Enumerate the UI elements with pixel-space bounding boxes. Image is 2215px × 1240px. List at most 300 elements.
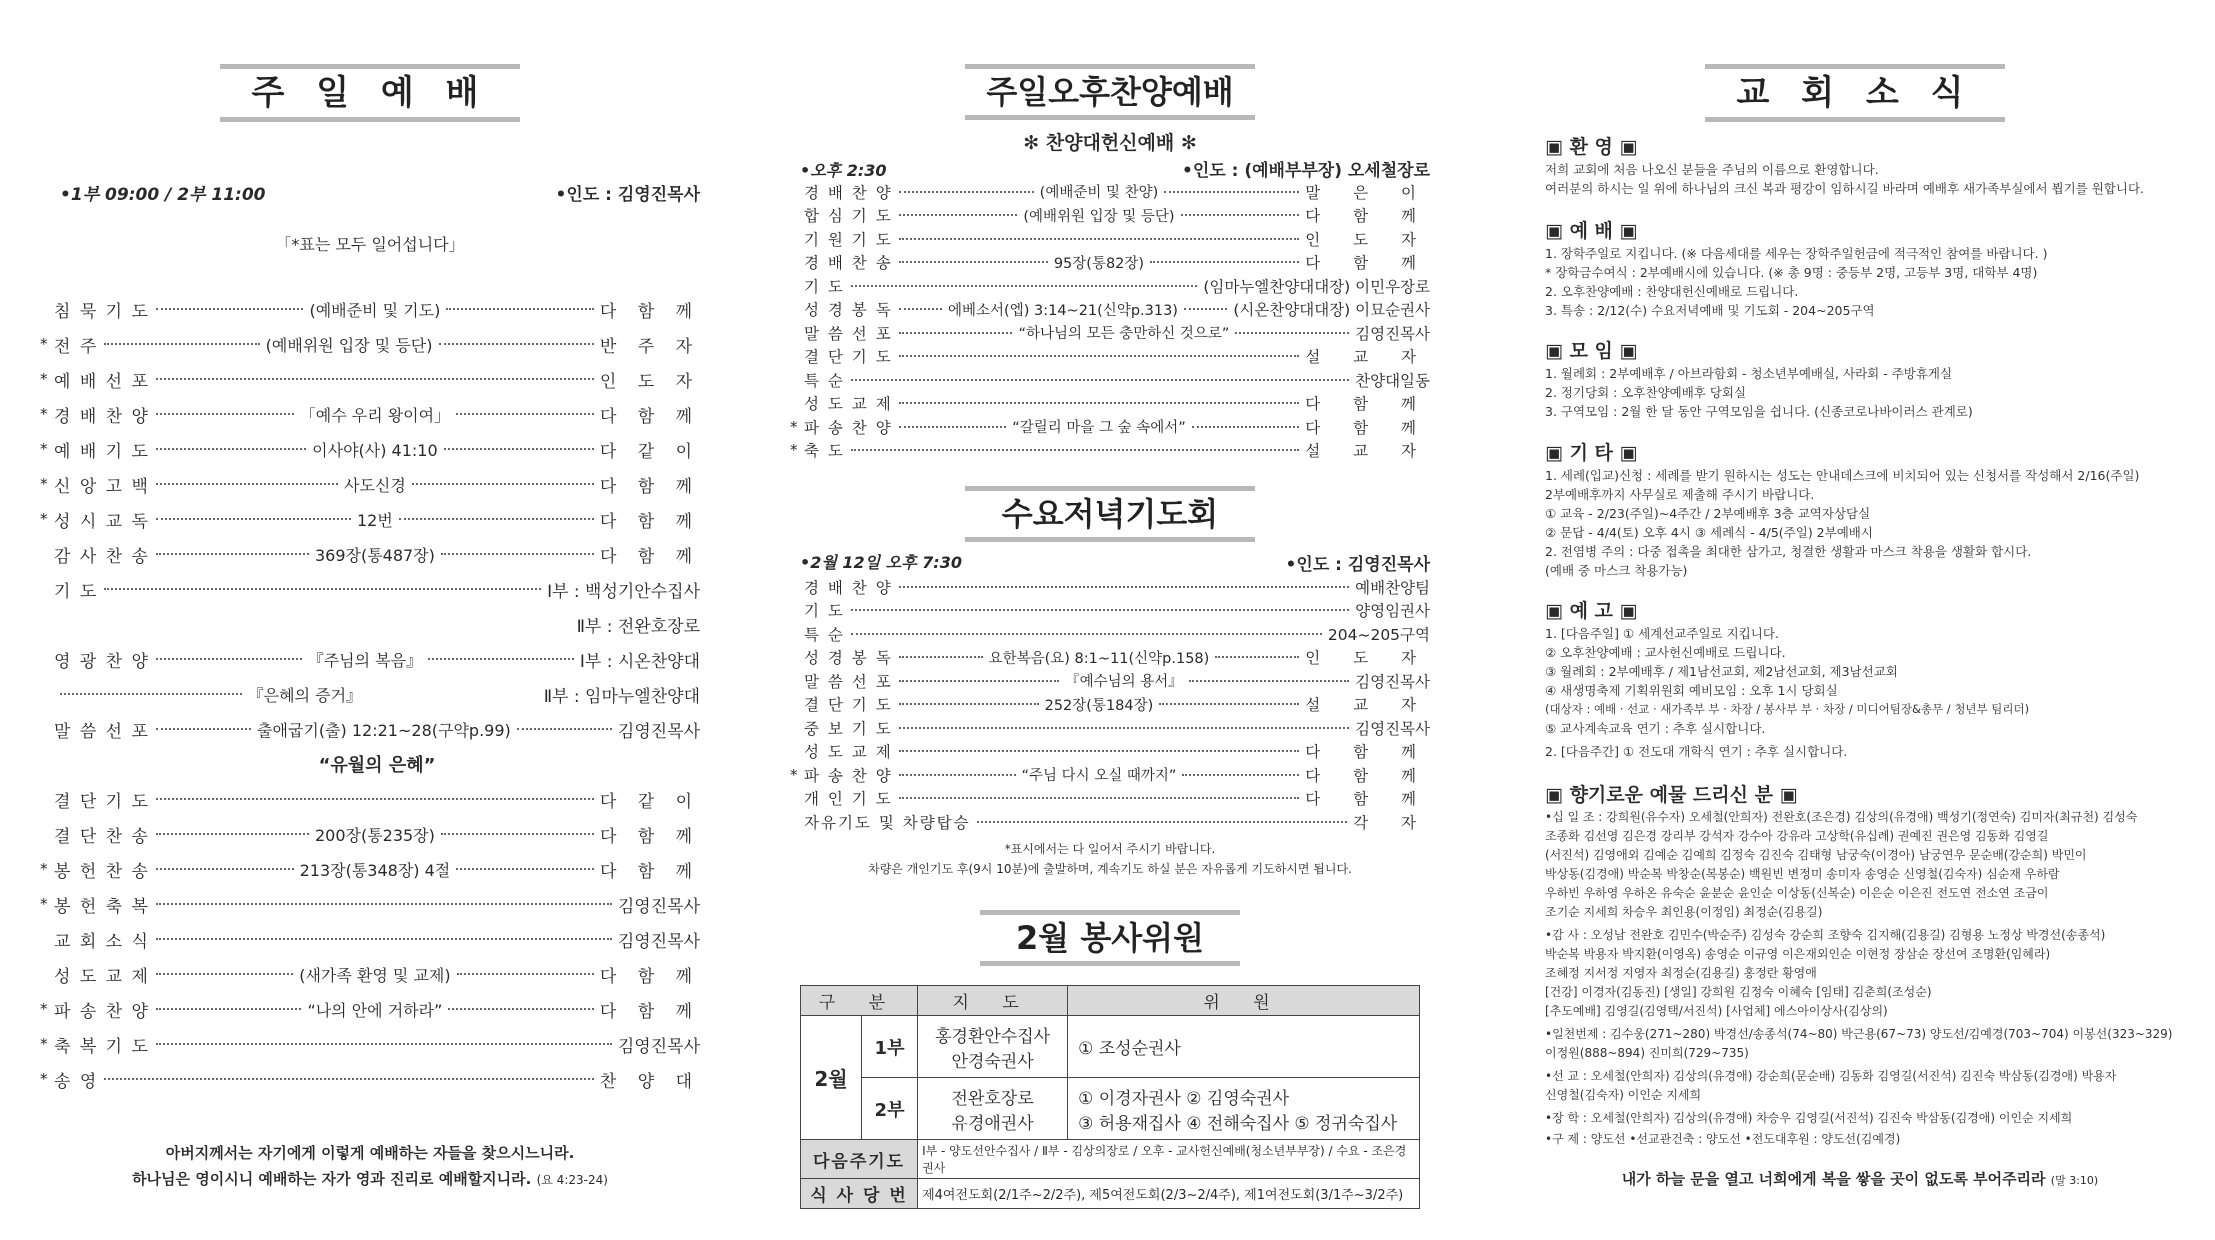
order-person: 다 함 께 xyxy=(599,476,700,497)
news-line: 1. 세례(입교)신청 : 세례를 받기 원하시는 성도는 안내데스크에 비치되어 있는 신청서를 작성해서 2/16(주일) xyxy=(1545,468,2140,483)
table-row xyxy=(801,1078,1420,1140)
dot-leader xyxy=(851,449,1299,451)
table-cell-leaders xyxy=(918,1016,1068,1078)
order-person: 다 함 께 xyxy=(599,301,700,322)
dot-leader xyxy=(444,448,594,450)
gift-line: •구 제 : 양도선 •선교관건축 : 양도선 •전도대후원 : 양도선(김예경) xyxy=(1545,1132,1901,1146)
leader-name: 전완호장로 xyxy=(951,1088,1034,1109)
order-person: 다 함 께 xyxy=(1305,743,1430,761)
dot-leader xyxy=(899,750,1300,752)
order-label: 성 시 교 독 xyxy=(54,511,150,532)
wednesday-leader: •인도 : 김영진목사 xyxy=(1285,555,1430,575)
order-person: 설 교 자 xyxy=(1305,348,1430,366)
order-label: 예 배 선 포 xyxy=(54,371,150,392)
order-person: 다 함 께 xyxy=(599,966,700,987)
dot-leader xyxy=(156,308,304,310)
dot-leader xyxy=(448,1008,594,1010)
wednesday-time: •2월 12일 오후 7:30 xyxy=(800,553,962,572)
order-content: 사도신경 xyxy=(344,475,406,495)
order-row xyxy=(40,1064,700,1094)
dot-leader xyxy=(156,833,309,835)
news-line: 1. 장학주일로 지킵니다. (※ 다음세대를 세우는 장학주일헌금에 적극적인 참여를 바랍니다. ) xyxy=(1545,246,2048,261)
section-title-afternoon xyxy=(965,64,1255,120)
dot-leader xyxy=(899,703,1039,705)
order-label: 성 도 교 제 xyxy=(804,743,893,761)
order-row xyxy=(790,204,1430,227)
dot-leader xyxy=(156,728,251,730)
order-content: 200장(통235장) xyxy=(314,825,435,845)
order-label: 영 광 찬 양 xyxy=(54,651,150,672)
table-header-row xyxy=(801,986,1420,1016)
dot-leader xyxy=(1159,703,1299,705)
order-person: Ⅱ부 : 전완호장로 xyxy=(576,616,700,637)
order-row xyxy=(790,763,1430,786)
dot-leader xyxy=(156,798,594,800)
order-label: 개 인 기 도 xyxy=(804,790,893,808)
order-row xyxy=(40,644,700,674)
gift-line: (서진석) 김영애외 김예순 김예희 김정숙 김진숙 김태형 남궁숙(이경아) 남궁연우 문순배(강순희) 박민이 xyxy=(1545,848,2087,862)
order-row xyxy=(790,368,1430,391)
news-line: 1. [다음주일] ① 세계선교주일로 지킵니다. xyxy=(1545,626,1779,641)
table-cell-month: 2월 xyxy=(801,1016,862,1140)
order-row xyxy=(790,321,1430,344)
member-names: ③ 허용재집사 ④ 전해숙집사 ⑤ 정귀숙집사 xyxy=(1078,1113,1398,1134)
news-line: 2. 정기당회 : 오후찬양예배후 당회실 xyxy=(1545,385,1747,400)
dot-leader xyxy=(156,413,294,415)
order-content: 369장(통487장) xyxy=(314,545,435,565)
order-content: “나의 안에 거하라” xyxy=(307,1000,443,1020)
order-content: 에베소서(엡) 3:14~21(신약p.313) xyxy=(948,302,1178,319)
wednesday-note-1: *표시에서는 다 일어서 주시기 바랍니다. xyxy=(1004,842,1216,856)
gift-title: ▣ 향기로운 예물 드리신 분 ▣ xyxy=(1545,784,1798,806)
order-row xyxy=(790,439,1430,462)
order-content: 『은혜의 증거』 xyxy=(247,685,363,705)
news-line: 여러분의 하시는 일 위에 하나님의 크신 복과 평강이 임하시길 바라며 예배후 새가족부실에서 뵙기를 원합니다. xyxy=(1545,181,2145,196)
news-line: 2부예배후까지 사무실로 제출해 주시기 바랍니다. xyxy=(1545,487,1815,502)
standing-mark: * xyxy=(40,335,48,353)
standing-mark: * xyxy=(40,475,48,493)
section-title-text: 2월 봉사위원 xyxy=(1016,919,1204,957)
order-person: 말 은 이 xyxy=(1305,183,1430,202)
order-label: 성 도 교 제 xyxy=(804,395,893,413)
afternoon-leader: •인도 : (예배부부장) 오세철장로 xyxy=(1181,161,1430,181)
order-label: 송 영 xyxy=(54,1071,99,1092)
dot-leader xyxy=(1181,214,1300,216)
standing-mark: * xyxy=(40,1035,48,1053)
order-row xyxy=(790,345,1430,368)
order-row xyxy=(40,364,700,394)
welcome-title: ▣ 환 영 ▣ xyxy=(1545,136,1638,158)
order-row xyxy=(40,1029,700,1059)
order-row xyxy=(790,669,1430,692)
sunday-verse-2: 하나님은 영이시니 예배하는 자가 영과 진리로 예배할지니라. xyxy=(132,1170,532,1188)
order-label: 결 단 기 도 xyxy=(54,791,150,812)
order-content: 『주님의 복음』 xyxy=(307,650,423,670)
order-row xyxy=(40,679,700,709)
order-person: 각 자 xyxy=(1353,813,1430,832)
dot-leader xyxy=(156,938,612,940)
order-row xyxy=(40,784,700,814)
dot-leader xyxy=(899,191,1034,193)
order-row xyxy=(790,415,1430,438)
order-label: 성 도 교 제 xyxy=(54,966,150,987)
news-line: ② 문답 - 4/4(토) 오후 4시 ③ 세례식 - 4/5(주일) 2부예배시 xyxy=(1545,525,1873,540)
news-line: 2. 전염병 주의 : 다중 접촉을 최대한 삼가고, 청결한 생활과 마스크 착용을 생활화 합시다. xyxy=(1545,544,2032,559)
sunday-leader: •인도 : 김영진목사 xyxy=(555,185,700,205)
order-label: 합 심 기 도 xyxy=(804,207,893,225)
order-row xyxy=(790,693,1430,716)
dot-leader xyxy=(1235,332,1349,334)
order-row xyxy=(790,180,1430,203)
order-label: 특 순 xyxy=(804,371,845,390)
dot-leader xyxy=(156,518,351,520)
order-label: 파 송 찬 양 xyxy=(54,1001,150,1022)
order-row xyxy=(790,787,1430,810)
order-row xyxy=(40,434,700,464)
member-names: ① 이경자권사 ② 김영숙권사 xyxy=(1078,1088,1290,1109)
section-title-volunteers xyxy=(980,910,1240,966)
dot-leader xyxy=(441,553,594,555)
dot-leader xyxy=(156,903,612,905)
dot-leader xyxy=(899,426,1007,428)
section-title-text: 주일오후찬양예배 xyxy=(986,73,1234,111)
order-label: 파 송 찬 양 xyxy=(804,766,893,785)
dot-leader xyxy=(1189,680,1349,682)
dot-leader xyxy=(899,586,1349,588)
dot-leader xyxy=(977,821,1348,823)
order-label: 감 사 찬 송 xyxy=(54,546,150,567)
dot-leader xyxy=(457,973,594,975)
order-label: 말 씀 선 포 xyxy=(54,721,150,742)
order-row xyxy=(40,959,700,989)
table-cell-value: 제4여전도회(2/1주~2/2주), 제5여전도회(2/3~2/4주), 제1여전도회(3/1주~3/2주) xyxy=(918,1179,1420,1209)
order-content: 이사야(사) 41:10 xyxy=(312,440,438,460)
dot-leader xyxy=(899,355,1300,357)
dot-leader xyxy=(446,308,594,310)
sunday-worship-column xyxy=(40,0,700,1240)
volunteer-table xyxy=(800,985,1420,1209)
church-news-column xyxy=(1545,0,2175,1240)
order-label: 결 단 기 도 xyxy=(804,348,893,366)
standing-mark: * xyxy=(40,860,48,878)
order-row xyxy=(790,274,1430,297)
order-label: 기 도 xyxy=(804,277,845,296)
order-content: (새가족 환영 및 교제) xyxy=(299,965,451,985)
table-row xyxy=(801,1016,1420,1078)
order-row xyxy=(40,714,700,744)
order-content: “하나님의 모든 충만하신 것으로” xyxy=(1018,326,1230,342)
news-line: 1. 월례회 : 2부예배후 / 아브라함회 - 청소년부예배실, 사라회 - 주방휴게실 xyxy=(1545,366,1953,381)
gift-line: 조기순 지세희 차승우 최인용(이정임) 최정순(김용길) xyxy=(1545,905,1823,919)
order-person: 설 교 자 xyxy=(1305,696,1430,714)
dot-leader xyxy=(899,727,1349,729)
order-row xyxy=(790,622,1430,645)
order-person: 김영진목사 xyxy=(617,721,701,742)
order-person: 다 함 께 xyxy=(1305,418,1430,437)
dot-leader xyxy=(1182,774,1299,776)
gift-line: 조종화 김선영 김은경 강리부 강석자 강수아 강유라 고상학(유십례) 권예진 권은영 김동화 김영길 xyxy=(1545,829,2049,843)
table-header: 구 분 xyxy=(801,986,918,1016)
order-person: 김영진목사 xyxy=(1355,672,1430,691)
news-line: ① 교육 - 2/23(주일)~4주간 / 2부예배후 3층 교역자상담실 xyxy=(1545,506,1871,521)
order-label: 교 회 소 식 xyxy=(54,931,150,952)
order-person: (임마누엘찬양대대장) 이민우장로 xyxy=(1203,277,1430,296)
order-label: 파 송 찬 양 xyxy=(804,418,893,437)
standing-mark: * xyxy=(40,370,48,388)
order-row xyxy=(790,227,1430,250)
order-label: 전 주 xyxy=(54,336,99,357)
standing-mark: * xyxy=(40,1000,48,1018)
order-person: 다 함 께 xyxy=(599,1001,700,1022)
dot-leader xyxy=(156,1008,302,1010)
order-row xyxy=(40,504,700,534)
table-cell-label: 다음주기도 xyxy=(801,1140,918,1179)
table-cell-members xyxy=(1068,1078,1420,1140)
order-row xyxy=(40,749,700,779)
order-row xyxy=(40,854,700,884)
news-line: (예배 중 마스크 착용가능) xyxy=(1545,563,1688,578)
order-person: 다 함 께 xyxy=(599,406,701,427)
news-line: ⑤ 교사계속교육 연기 : 추후 실시합니다. xyxy=(1545,721,1766,736)
sunday-verse-1: 아버지께서는 자기에게 이렇게 예배하는 자들을 찾으시느니라. xyxy=(165,1144,575,1162)
order-person: 김영진목사 xyxy=(1355,324,1431,343)
order-content: “갈릴리 마을 그 숲 속에서” xyxy=(1012,420,1186,436)
order-person: 다 함 께 xyxy=(1305,790,1430,808)
dot-leader xyxy=(899,774,1016,776)
order-label: 경 배 찬 양 xyxy=(804,578,893,597)
order-person: 김영진목사 xyxy=(617,1036,700,1057)
notice-title: ▣ 예 고 ▣ xyxy=(1545,600,1638,622)
order-row xyxy=(40,574,700,604)
order-person: 다 같 이 xyxy=(599,791,700,812)
dot-leader xyxy=(851,379,1349,381)
order-person: 다 함 께 xyxy=(1305,766,1431,785)
order-label: 축 복 기 도 xyxy=(54,1036,150,1057)
order-label: 신 앙 고 백 xyxy=(54,476,150,497)
gift-line: 박순복 박용자 박지환(이영옥) 송영순 이규영 이은재외인순 이현정 장삼순 장선여 조명환(임혜라) xyxy=(1545,947,2051,961)
order-row xyxy=(40,889,700,919)
order-row xyxy=(40,924,700,954)
dot-leader xyxy=(1150,261,1299,263)
afternoon-time: •오후 2:30 xyxy=(800,161,887,180)
order-label: 말 씀 선 포 xyxy=(804,324,893,343)
order-label: 말 씀 선 포 xyxy=(804,672,893,691)
order-label: 기 도 xyxy=(54,581,99,602)
dot-leader xyxy=(104,1078,594,1080)
dot-leader xyxy=(156,868,294,870)
dot-leader xyxy=(851,285,1197,287)
order-content: 출애굽기(출) 12:21~28(구약p.99) xyxy=(257,720,511,740)
table-cell-value: Ⅰ부 - 양도선안수집사 / Ⅱ부 - 김상의장로 / 오후 - 교사헌신예배(청소년부부장) / 수요 - 조은경권사 xyxy=(918,1140,1420,1179)
standing-mark: * xyxy=(790,765,798,784)
order-label: 결 단 찬 송 xyxy=(54,826,150,847)
afternoon-column xyxy=(790,0,1430,1240)
dot-leader xyxy=(456,868,594,870)
dot-leader xyxy=(399,518,594,520)
order-row xyxy=(40,329,700,359)
order-label: 중 보 기 도 xyxy=(804,719,893,738)
order-person: 다 함 께 xyxy=(1305,254,1430,272)
order-person: 다 함 께 xyxy=(599,861,701,882)
dot-leader xyxy=(439,343,594,345)
order-content: (예배위원 입장 및 등단) xyxy=(265,335,433,355)
order-label: 경 배 찬 양 xyxy=(54,406,150,427)
order-person: 김영진목사 xyxy=(617,931,700,952)
order-label: 성 경 봉 독 xyxy=(804,649,893,667)
meeting-title: ▣ 모 임 ▣ xyxy=(1545,340,1638,362)
sermon-title: “유월의 은혜” xyxy=(318,755,436,776)
order-person: 다 함 께 xyxy=(599,826,701,847)
table-cell-part: 1부 xyxy=(861,1016,917,1078)
order-person: 예배찬양팀 xyxy=(1355,578,1430,597)
order-person: 인 도 자 xyxy=(1305,649,1430,667)
order-row xyxy=(790,298,1430,321)
news-verse-line xyxy=(1545,1168,2175,1189)
order-content: (예배준비 및 기도) xyxy=(309,300,441,320)
section-title-news xyxy=(1705,64,2005,122)
gift-line: 조혜정 지서정 지영자 최정순(김용길) 홍정란 황영애 xyxy=(1545,966,1817,980)
gift-line: [추도예배] 김영길(김영택/서진석) [사업체] 에스아이상사(김상의) xyxy=(1545,1004,1888,1018)
order-label: 봉 헌 축 복 xyxy=(54,896,150,917)
standing-mark: * xyxy=(40,510,48,528)
gift-line: •일천번제 : 김수웅(271~280) 박경선/송종석(74~80) 박근용(67~73) 양도선/김예경(703~704) 이봉선(323~329) xyxy=(1545,1027,2173,1041)
order-row xyxy=(40,294,700,324)
section-title-sunday xyxy=(220,64,520,122)
order-person: 다 함 께 xyxy=(599,511,700,532)
order-row xyxy=(40,819,700,849)
order-person: 인 도 자 xyxy=(599,371,700,392)
standing-notice: 「*표는 모두 일어섭니다」 xyxy=(275,235,465,254)
dot-leader xyxy=(851,609,1349,611)
dot-leader xyxy=(428,658,574,660)
dot-leader xyxy=(899,797,1300,799)
order-label: 침 묵 기 도 xyxy=(54,301,150,322)
dot-leader xyxy=(156,378,594,380)
dot-leader xyxy=(456,413,594,415)
order-content: 「예수 우리 왕이여」 xyxy=(299,405,451,425)
order-person: 다 함 께 xyxy=(599,546,701,567)
gift-line: 이정원(888~894) 진미희(729~735) xyxy=(1545,1046,1749,1060)
order-content: 요한복음(요) 8:1~11(신약p.158) xyxy=(988,650,1210,667)
order-person: Ⅰ부 : 시온찬양대 xyxy=(579,651,700,672)
table-cell-members: ① 조성순권사 xyxy=(1068,1016,1420,1078)
order-person: 찬양대일동 xyxy=(1355,371,1430,390)
order-row xyxy=(790,740,1430,763)
order-content: “주님 다시 오실 때까지” xyxy=(1021,768,1177,784)
order-content: (예배준비 및 찬양) xyxy=(1039,185,1159,201)
dot-leader xyxy=(156,483,338,485)
news-verse-ref: (말 3:10) xyxy=(2050,1174,2099,1187)
news-line: 3. 구역모임 : 2월 한 달 동안 구역모임을 쉽니다. (신종코로나바이러스 관계로) xyxy=(1545,404,1973,419)
section-title-text: 수요저녁기도회 xyxy=(1001,495,1219,533)
news-verse: 내가 하늘 문을 열고 너희에게 복을 쌓을 곳이 없도록 부어주리라 xyxy=(1621,1170,2046,1188)
order-label: 경 배 찬 송 xyxy=(804,254,893,272)
dot-leader xyxy=(1184,308,1227,310)
table-cell-part: 2부 xyxy=(861,1078,917,1140)
leader-name: 홍경환안수집사 xyxy=(935,1026,1051,1047)
table-row xyxy=(801,1179,1420,1209)
order-person: 다 같 이 xyxy=(599,441,700,462)
section-title-wednesday xyxy=(965,486,1255,542)
standing-mark: * xyxy=(40,440,48,458)
gift-line: •감 사 : 오성남 전완호 김민수(박순주) 김성숙 강순희 조향숙 김지해(김용길) 김형용 노정상 박경선(송종석) xyxy=(1545,928,2106,942)
table-cell-leaders xyxy=(918,1078,1068,1140)
order-person: 김영진목사 xyxy=(1355,719,1430,738)
dot-leader xyxy=(441,833,594,835)
dot-leader xyxy=(899,680,1059,682)
order-content: 12번 xyxy=(357,510,393,530)
dot-leader xyxy=(899,402,1300,404)
order-label: 성 경 봉 독 xyxy=(804,301,893,319)
gift-line: 우하빈 우하영 우하온 유숙순 윤분순 윤인순 이상동(신복순) 이은순 이은진 전도연 전소연 조금이 xyxy=(1545,886,2049,900)
dot-leader xyxy=(1164,191,1299,193)
order-person: (시온찬양대대장) 이묘순권사 xyxy=(1233,301,1431,319)
news-line: 3. 특송 : 2/12(수) 수요저녁예배 및 기도회 - 204~205구역 xyxy=(1545,303,1875,318)
order-label: 기 원 기 도 xyxy=(804,230,893,249)
dot-leader xyxy=(899,308,942,310)
section-title-text: 주 일 예 배 xyxy=(251,73,489,113)
news-line: 2. 오후찬양예배 : 찬양대헌신예배로 드립니다. xyxy=(1545,284,1799,299)
gift-line: •장 학 : 오세철(안희자) 김상의(유경애) 차승우 김영길(서진석) 김진숙 박삼동(김경애) 이인순 지세희 xyxy=(1545,1111,2073,1125)
dot-leader xyxy=(517,728,612,730)
dot-leader xyxy=(156,1043,612,1045)
order-content: 213장(통348장) 4절 xyxy=(299,860,451,880)
order-label: 예 배 기 도 xyxy=(54,441,150,462)
order-row xyxy=(790,716,1430,739)
order-person: Ⅰ부 : 백성기안수집사 xyxy=(547,581,700,602)
section-title-text: 교 회 소 식 xyxy=(1736,73,1974,113)
gift-line: •십 일 조 : 강희원(유수자) 오세철(안희자) 전완호(조은경) 김상의(유경애) 백성기(정연숙) 김미자(최규천) 김성숙 xyxy=(1545,810,2138,824)
wednesday-note-2: 차량은 개인기도 후(9시 10분)에 출발하며, 계속기도 하실 분은 자유롭게 기도하시면 됩니다. xyxy=(868,862,1352,876)
standing-mark: * xyxy=(790,441,798,459)
order-label: 특 순 xyxy=(804,625,845,644)
order-person: 반 주 자 xyxy=(599,336,700,357)
dot-leader xyxy=(899,214,1018,216)
gift-line: •선 교 : 오세철(안희자) 김상의(유경애) 강순희(문순배) 김동화 김영길(서진석) 김진숙 박삼동(김경애) 박용자 xyxy=(1545,1069,2117,1083)
dot-leader xyxy=(156,973,293,975)
gift-line: 박상동(김경애) 박순복 박창순(복봉순) 백원빈 변정미 송미자 송영순 신영철(김숙자) 심순재 우하람 xyxy=(1545,867,2060,881)
dot-leader xyxy=(156,553,309,555)
order-row xyxy=(40,609,700,639)
order-row xyxy=(790,646,1430,669)
afternoon-subtitle: ✻ 찬양대헌신예배 ✻ xyxy=(1023,132,1197,154)
table-row xyxy=(801,1140,1420,1179)
dot-leader xyxy=(104,588,541,590)
order-content: 『예수님의 용서』 xyxy=(1065,674,1183,690)
order-label: 기 도 xyxy=(804,602,845,620)
standing-mark: * xyxy=(790,417,798,436)
news-line: (대상자 : 예배 · 선교 · 새가족부 부 · 차장 / 봉사부 부 · 차장 / 미디어팀장&총무 / 청년부 팀리더) xyxy=(1545,702,2030,716)
dot-leader xyxy=(899,656,983,658)
order-label: 봉 헌 찬 송 xyxy=(54,861,150,882)
news-line: 저희 교회에 처음 나오신 분들을 주님의 이름으로 환영합니다. xyxy=(1545,162,1879,177)
dot-leader xyxy=(899,332,1013,334)
leader-name: 안경숙권사 xyxy=(951,1051,1034,1072)
sunday-verse-ref: (요 4:23-24) xyxy=(536,1173,608,1187)
order-row xyxy=(790,810,1430,833)
order-content: (예배위원 입장 및 등단) xyxy=(1023,208,1175,225)
dot-leader xyxy=(104,343,259,345)
order-person: 인 도 자 xyxy=(1305,230,1430,249)
order-content: 252장(통184장) xyxy=(1044,697,1154,714)
order-row xyxy=(40,399,700,429)
order-row xyxy=(40,469,700,499)
order-row xyxy=(790,575,1430,598)
standing-mark: * xyxy=(40,1070,48,1088)
dot-leader xyxy=(156,658,302,660)
gift-line: 신영철(김숙자) 이인순 지세희 xyxy=(1545,1088,1702,1102)
dot-leader xyxy=(899,261,1048,263)
